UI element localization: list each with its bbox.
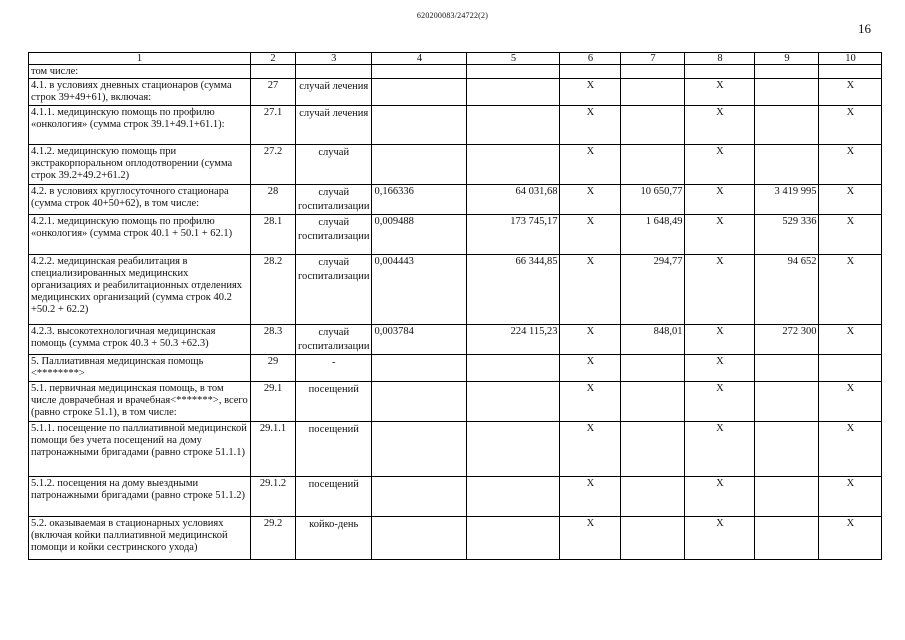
- header-row: [29, 53, 882, 65]
- table-cell-c6: X: [560, 422, 621, 477]
- table-cell-c5: [467, 382, 560, 422]
- table-row: [29, 106, 882, 145]
- table-cell-c6: [560, 65, 621, 79]
- table-cell-c4: [372, 477, 467, 517]
- table-row: [29, 382, 882, 422]
- table-cell-c4: [372, 422, 467, 477]
- table-cell-c10: X: [819, 382, 882, 422]
- table-cell-c8: X: [685, 422, 755, 477]
- table-cell-c3: случай госпитализации: [296, 255, 372, 325]
- column-header: 7: [621, 53, 685, 65]
- table-cell-c3: посещений: [296, 477, 372, 517]
- table-cell-c7: [621, 106, 685, 145]
- table-row: [29, 325, 882, 355]
- table-cell-c2: [251, 65, 296, 79]
- table-cell-c6: X: [560, 355, 621, 382]
- table-cell-c10: X: [819, 255, 882, 325]
- table-cell-c2: 29: [251, 355, 296, 382]
- table-cell-c4: 0,004443: [372, 255, 467, 325]
- table-cell-c8: X: [685, 185, 755, 215]
- table-cell-c6: X: [560, 145, 621, 185]
- table-cell-c2: 28.2: [251, 255, 296, 325]
- table-cell-c5: [467, 65, 560, 79]
- table-cell-c9: [755, 79, 819, 106]
- column-header: 3: [296, 53, 372, 65]
- table-cell-c1: том числе:: [29, 65, 251, 79]
- table-cell-c9: 3 419 995: [755, 185, 819, 215]
- table-cell-c9: [755, 355, 819, 382]
- table-cell-c4: [372, 355, 467, 382]
- table-cell-c1: 5.1.1. посещение по паллиативной медицинской помощи без учета посещений на дому патронажными бригадами (равно строке 51.1.1): [29, 422, 251, 477]
- table-cell-c1: 4.2.2. медицинская реабилитация в специализированных медицинских организациях и реабилитационных отделениях медицинских организаций (сумма строк 40.2 +50.2 + 62.2): [29, 255, 251, 325]
- table-cell-c9: [755, 382, 819, 422]
- table-cell-c4: 0,003784: [372, 325, 467, 355]
- table-cell-c9: 529 336: [755, 215, 819, 255]
- table-cell-c5: [467, 106, 560, 145]
- table-cell-c7: 10 650,77: [621, 185, 685, 215]
- table-cell-c8: X: [685, 382, 755, 422]
- column-header: 4: [372, 53, 467, 65]
- table-cell-c1: 5.1. первичная медицинская помощь, в том числе доврачебная и врачебная<*******>, всего (равно строке 51.1), в том числе:: [29, 382, 251, 422]
- table-cell-c1: 4.2.3. высокотехнологичная медицинская помощь (сумма строк 40.3 + 50.3 +62.3): [29, 325, 251, 355]
- column-header: 9: [755, 53, 819, 65]
- table-cell-c10: X: [819, 106, 882, 145]
- table-cell-c5: 66 344,85: [467, 255, 560, 325]
- table-cell-c2: 29.1.2: [251, 477, 296, 517]
- table-cell-c7: [621, 477, 685, 517]
- table-cell-c7: 848,01: [621, 325, 685, 355]
- table-cell-c2: 29.1: [251, 382, 296, 422]
- table-cell-c3: койко-день: [296, 517, 372, 560]
- table-cell-c5: 224 115,23: [467, 325, 560, 355]
- table-cell-c1: 4.2.1. медицинскую помощь по профилю «онкология» (сумма строк 40.1 + 50.1 + 62.1): [29, 215, 251, 255]
- table-cell-c10: X: [819, 517, 882, 560]
- table-cell-c6: X: [560, 185, 621, 215]
- table-cell-c2: 28.3: [251, 325, 296, 355]
- table-cell-c7: [621, 145, 685, 185]
- table-cell-c7: [621, 79, 685, 106]
- table-cell-c8: X: [685, 355, 755, 382]
- table-cell-c1: 4.2. в условиях круглосуточного стационара (сумма строк 40+50+62), в том числе:: [29, 185, 251, 215]
- table-cell-c5: [467, 477, 560, 517]
- table-cell-c8: X: [685, 255, 755, 325]
- table-cell-c9: [755, 477, 819, 517]
- table-cell-c10: [819, 355, 882, 382]
- table-cell-c6: X: [560, 325, 621, 355]
- table-cell-c2: 29.2: [251, 517, 296, 560]
- table-cell-c8: X: [685, 215, 755, 255]
- table-cell-c9: [755, 517, 819, 560]
- table-cell-c4: 0,166336: [372, 185, 467, 215]
- table-cell-c1: 5.2. оказываемая в стационарных условиях (включая койки паллиативной медицинской помощи и койки сестринского ухода): [29, 517, 251, 560]
- table-row: [29, 79, 882, 106]
- table-cell-c1: 5.1.2. посещения на дому выездными патронажными бригадами (равно строке 51.1.2): [29, 477, 251, 517]
- table-cell-c4: [372, 382, 467, 422]
- table-cell-c7: 1 648,49: [621, 215, 685, 255]
- table-cell-c8: X: [685, 145, 755, 185]
- page-number: 16: [858, 21, 871, 36]
- table-cell-c4: [372, 145, 467, 185]
- table-cell-c3: случай лечения: [296, 106, 372, 145]
- table-row: [29, 255, 882, 325]
- table-cell-c10: X: [819, 422, 882, 477]
- table-cell-c7: [621, 422, 685, 477]
- column-header: 6: [560, 53, 621, 65]
- table-row: [29, 145, 882, 185]
- table-cell-c4: 0,009488: [372, 215, 467, 255]
- table-cell-c3: -: [296, 355, 372, 382]
- table-cell-c8: X: [685, 79, 755, 106]
- table-cell-c8: X: [685, 517, 755, 560]
- table-cell-c4: [372, 65, 467, 79]
- table-cell-c6: X: [560, 255, 621, 325]
- table-row: [29, 517, 882, 560]
- table-cell-c3: случай госпитализации: [296, 215, 372, 255]
- table-cell-c5: [467, 355, 560, 382]
- table-cell-c7: [621, 517, 685, 560]
- table-row: [29, 477, 882, 517]
- table-cell-c1: 5. Паллиативная медицинская помощь <********>: [29, 355, 251, 382]
- table-cell-c2: 27.1: [251, 106, 296, 145]
- table-cell-c9: 94 652: [755, 255, 819, 325]
- table-cell-c9: [755, 106, 819, 145]
- table-cell-c4: [372, 79, 467, 106]
- table-cell-c2: 29.1.1: [251, 422, 296, 477]
- column-header: 5: [467, 53, 560, 65]
- table-row: [29, 65, 882, 79]
- table-cell-c3: посещений: [296, 382, 372, 422]
- table-cell-c9: [755, 422, 819, 477]
- table-cell-c10: X: [819, 477, 882, 517]
- column-header: 8: [685, 53, 755, 65]
- table-cell-c7: [621, 65, 685, 79]
- table-cell-c8: X: [685, 106, 755, 145]
- table-row: [29, 355, 882, 382]
- table-cell-c10: [819, 65, 882, 79]
- table-cell-c10: X: [819, 145, 882, 185]
- table-cell-c5: [467, 422, 560, 477]
- table-cell-c6: X: [560, 477, 621, 517]
- table-cell-c5: [467, 517, 560, 560]
- table-cell-c3: случай госпитализации: [296, 185, 372, 215]
- table-cell-c2: 27.2: [251, 145, 296, 185]
- table-cell-c4: [372, 106, 467, 145]
- table-cell-c8: X: [685, 325, 755, 355]
- table-cell-c5: [467, 79, 560, 106]
- table-row: [29, 422, 882, 477]
- table-cell-c8: X: [685, 477, 755, 517]
- table-cell-c9: 272 300: [755, 325, 819, 355]
- table-cell-c1: 4.1.1. медицинскую помощь по профилю «онкология» (сумма строк 39.1+49.1+61.1):: [29, 106, 251, 145]
- table-cell-c4: [372, 517, 467, 560]
- table-cell-c7: 294,77: [621, 255, 685, 325]
- table-cell-c2: 28.1: [251, 215, 296, 255]
- table-cell-c10: X: [819, 215, 882, 255]
- table-row: [29, 215, 882, 255]
- column-header: 2: [251, 53, 296, 65]
- table-cell-c6: X: [560, 215, 621, 255]
- table-cell-c7: [621, 355, 685, 382]
- table-cell-c5: [467, 145, 560, 185]
- table-cell-c10: X: [819, 185, 882, 215]
- table-cell-c3: [296, 65, 372, 79]
- table-cell-c3: случай лечения: [296, 79, 372, 106]
- table-cell-c7: [621, 382, 685, 422]
- table-cell-c3: случай: [296, 145, 372, 185]
- table-cell-c1: 4.1. в условиях дневных стационаров (сумма строк 39+49+61), включая:: [29, 79, 251, 106]
- table-cell-c3: посещений: [296, 422, 372, 477]
- column-header: 10: [819, 53, 882, 65]
- data-table: [28, 52, 882, 560]
- table-cell-c10: X: [819, 325, 882, 355]
- table-cell-c5: 173 745,17: [467, 215, 560, 255]
- table-cell-c2: 28: [251, 185, 296, 215]
- table-cell-c1: 4.1.2. медицинскую помощь при экстракорпоральном оплодотворении (сумма строк 39.2+49.2+61.2): [29, 145, 251, 185]
- table-cell-c10: X: [819, 79, 882, 106]
- table-cell-c3: случай госпитализации: [296, 325, 372, 355]
- table-cell-c8: [685, 65, 755, 79]
- table-row: [29, 185, 882, 215]
- table-cell-c6: X: [560, 79, 621, 106]
- table-cell-c6: X: [560, 106, 621, 145]
- table-cell-c6: X: [560, 517, 621, 560]
- table-cell-c9: [755, 145, 819, 185]
- table-cell-c2: 27: [251, 79, 296, 106]
- column-header: 1: [29, 53, 251, 65]
- table-cell-c9: [755, 65, 819, 79]
- document-id: 620200083/24722(2): [416, 11, 489, 20]
- table-cell-c6: X: [560, 382, 621, 422]
- table-cell-c5: 64 031,68: [467, 185, 560, 215]
